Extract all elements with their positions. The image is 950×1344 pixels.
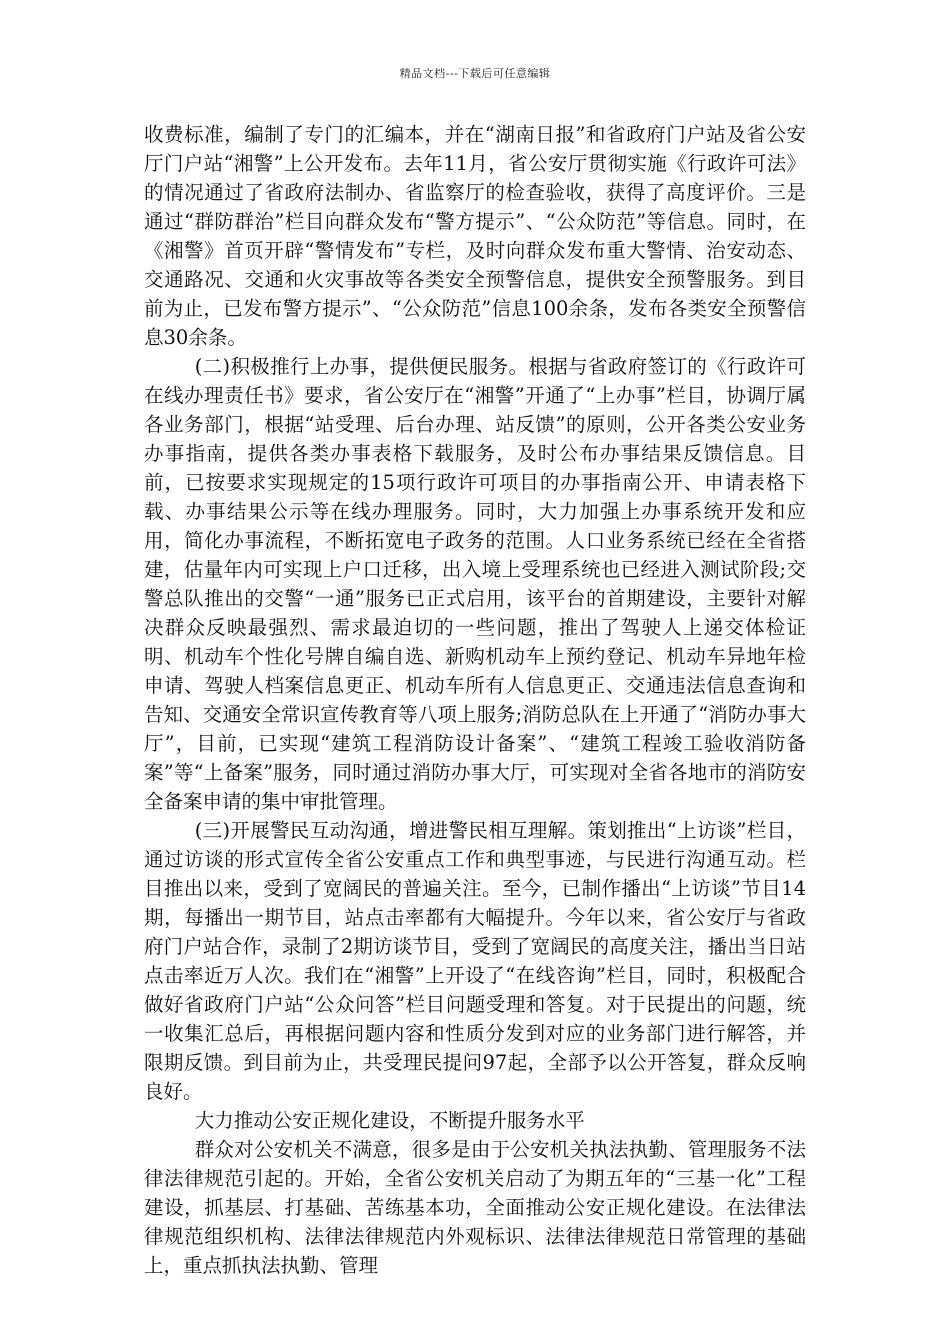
document-body (144, 120, 806, 1280)
paragraph-police-interaction: (三)开展警民互动沟通，增进警民相互理解。策划推出“上访谈”栏目，通过访谈的形式宣传全省公安重点工作和典型事迹，与民进行沟通互动。栏目推出以来，受到了宽阔民的普遍关注。至今，已制作播出“上访谈”节目14期，每播出一期节目，站点击率都有大幅提升。今年以来，省公安厅与省政府门户站合作，录制了2期访谈节目，受到了宽阔民的高度关注，播出当日站点击率近万人次。我们在“湘警”上开设了“在线咨询”栏目，同时，积极配合做好省政府门户站“公众问答”栏目问题受理和答复。对于民提出的问题，统一收集汇总后，再根据问题内容和性质分发到对应的业务部门进行解答，并限期反馈。到目前为止，共受理民提问97起，全部予以公开答复，群众反响良好。 (144, 819, 806, 1103)
paragraph-standardization: 群众对公安机关不满意，很多是由于公安机关执法执勤、管理服务不法律法律规范引起的。开始，全省公安机关启动了为期五年的“三基一化”工程建设，抓基层、打基础、苦练基本功，全面推动公安正规化建设。在法律法律规范组织机构、法律法律规范内外观标识、法律法律规范日常管理的基础上，重点抓执法执勤、管理 (144, 1138, 806, 1277)
page-header: 精品文档---下载后可任意编辑 (399, 67, 551, 80)
paragraph-continuation: 收费标准，编制了专门的汇编本，并在“湖南日报”和省政府门户站及省公安厅门户站“湘警”上公开发布。去年11月，省公安厅贯彻实施《行政许可法》的情况通过了省政府法制办、省监察厅的检查验收，获得了高度评价。三是通过“群防群治”栏目向群众发布“警方提示”、“公众防范”等信息。同时，在《湘警》首页开辟“警情发布”专栏，及时向群众发布重大警情、治安动态、交通路况、交通和火灾事故等各类安全预警信息，提供安全预警服务。到目前为止，已发布警方提示”、“公众防范”信息100余条，发布各类安全预警信息30余条。 (144, 123, 806, 349)
paragraph-online-services: (二)积极推行上办事，提供便民服务。根据与省政府签订的《行政许可在线办理责任书》要求，省公安厅在“湘警”开通了“上办事”栏目，协调厅属各业务部门，根据“站受理、后台办理、站反馈”的原则，公开各类公安业务办事指南，提供各类办事表格下载服务，及时公布办事结果反馈信息。目前，已按要求实现规定的15项行政许可项目的办事指南公开、申请表格下载、办事结果公示等在线办理服务。同时，大力加强上办事系统开发和应用，简化办事流程，不断拓宽电子政务的范围。人口业务系统已经在全省搭建，估量年内可实现上户口迁移，出入境上受理系统也已经进入测试阶段;交警总队推出的交警“一通”服务已正式启用，该平台的首期建设，主要针对解决群众反映最强烈、需求最迫切的一些问题，推出了驾驶人上递交体检证明、机动车个性化号牌自编自选、新购机动车上预约登记、机动车异地年检申请、驾驶人档案信息更正、机动车所有人信息更正、交通违法信息查询和告知、交通安全常识宣传教育等八项上服务;消防总队在上开通了“消防办事大厅”，目前，已实现“建筑工程消防设计备案”、“建筑工程竣工验收消防备案”等“上备案”服务，同时通过消防办事大厅，可实现对全省各地市的消防安全备案申请的集中审批管理。 (144, 355, 806, 813)
section-heading: 大力推动公安正规化建设，不断提升服务水平 (194, 1109, 585, 1132)
